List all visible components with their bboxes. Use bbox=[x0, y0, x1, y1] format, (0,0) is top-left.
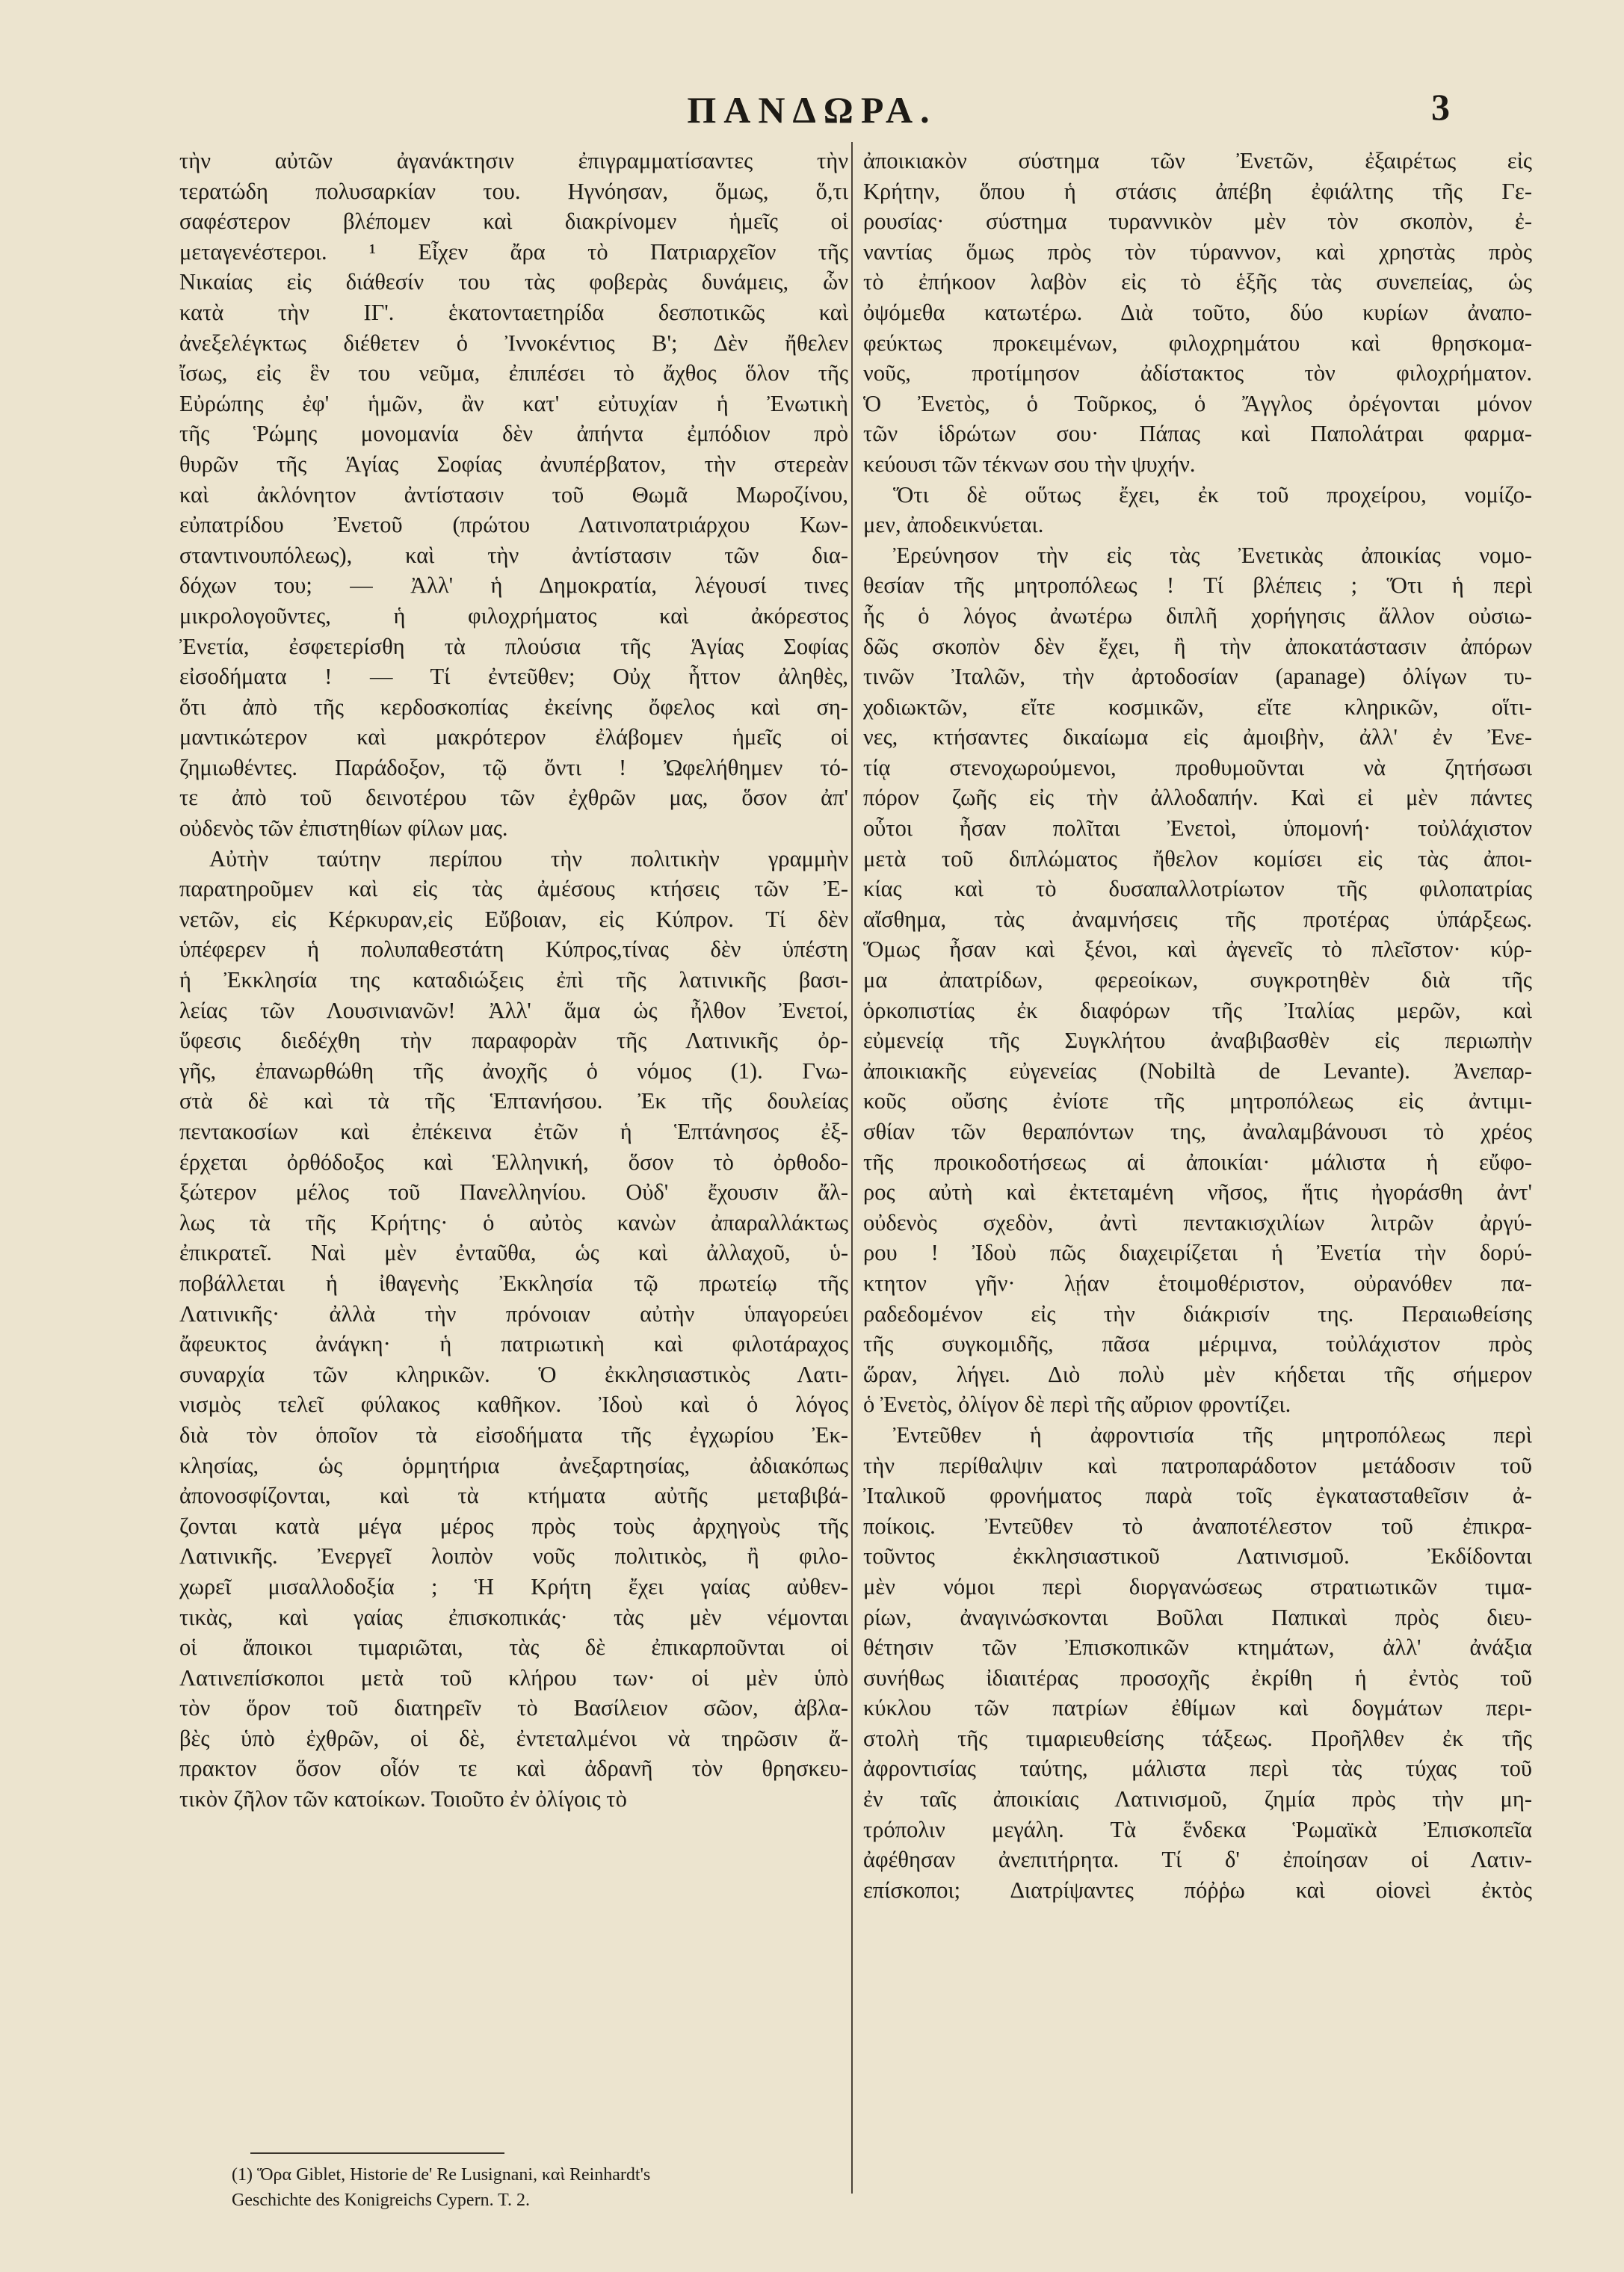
text-line: ὁρκοπιστίας ἐκ διαφόρων τῆς Ἰταλίας μερῶν, καὶ bbox=[863, 997, 1532, 1023]
left-column bbox=[179, 146, 848, 1815]
text-line: θεσίαν τῆς μητροπόλεως ! Τί βλέπεις ; Ὅτι ἡ περὶ bbox=[863, 572, 1532, 599]
text-line: σταντινουπόλεως), καὶ τὴν ἀντίστασιν τῶν δια- bbox=[179, 542, 848, 568]
text-line: συνήθως ἰδιαιτέρας προσοχῆς ἐκρίθη ἡ ἐντὸς τοῦ bbox=[863, 1664, 1532, 1691]
text-line: τὴν αὐτῶν ἀγανάκτησιν ἐπιγραμματίσαντες τὴν bbox=[179, 148, 848, 173]
text-line: Λατινικῆς. Ἐνεργεῖ λοιπὸν νοῦς πολιτικὸς, ἢ φιλο- bbox=[179, 1543, 848, 1569]
text-line: καὶ ἀκλόνητον ἀντίστασιν τοῦ Θωμᾶ Μωροζίνου, bbox=[179, 481, 848, 507]
text-line: ἀφροντισίας ταύτης, μάλιστα περὶ τὰς τύχας τοῦ bbox=[863, 1756, 1532, 1782]
text-line: ξώτερον μέλος τοῦ Πανελληνίου. Οὐδ' ἔχουσιν ἄλ- bbox=[179, 1179, 848, 1206]
text-line: συναρχία τῶν κληρικῶν. Ὁ ἐκκλησιαστικὸς Λατι- bbox=[179, 1361, 848, 1387]
text-line: βὲς ὑπὸ ἐχθρῶν, οἱ δὲ, ἐντεταλμένοι νὰ τηρῶσιν ἄ- bbox=[179, 1725, 848, 1751]
text-line: θυρῶν τῆς Ἁγίας Σοφίας ἀνυπέρβατον, τὴν στερεὰν bbox=[179, 451, 848, 477]
text-line: χοδιωκτῶν, εἴτε κοσμικῶν, εἴτε κληρικῶν, οἵτι- bbox=[863, 694, 1532, 720]
text-line: τῶν ἱδρώτων σου· Πάπας καὶ Παπολάτραι φαρμα- bbox=[863, 421, 1532, 447]
text-line: πεντακοσίων καὶ ἐπέκεινα ἐτῶν ἡ Ἑπτάνησος ἐξ- bbox=[179, 1119, 848, 1144]
text-line: λείας τῶν Λουσινιανῶν! Ἀλλ' ἅμα ὡς ἦλθον Ἐνετοί, bbox=[179, 997, 848, 1023]
text-line: οἱ ἄποικοι τιμαριῶται, τὰς δὲ ἐπικαρποῦνται οἱ bbox=[179, 1634, 848, 1661]
text-line: τῆς συγκομιδῆς, πᾶσα μέριμνα, τοὐλάχιστον πρὸς bbox=[863, 1331, 1532, 1357]
text-line: οὐδενὸς τῶν ἐπιστηθίων φίλων μας. bbox=[179, 815, 508, 842]
text-line: οὗτοι ἦσαν πολῖται Ἐνετοὶ, ὑπομονή· τοὐλάχιστον bbox=[863, 815, 1532, 842]
text-line: ἀπονοσφίζονται, καὶ τὰ κτήματα αὐτῆς μεταβιβά- bbox=[179, 1483, 848, 1509]
text-line: ραδεδομένον εἰς τὴν διάκρισίν της. Περαιωθείσης bbox=[863, 1300, 1532, 1327]
text-line: εἰσοδήματα ! — Τί ἐντεῦθεν; Οὐχ ἧττον ἀληθὲς, bbox=[179, 664, 848, 690]
text-line: ἄφευκτος ἀνάγκη· ἡ πατριωτικὴ καὶ φιλοτάραχος bbox=[179, 1331, 848, 1357]
text-line: Ἰταλικοῦ φρονήματος παρὰ τοῖς ἐγκατασταθεῖσιν ἀ- bbox=[863, 1483, 1532, 1509]
text-line: οὐδενὸς σχεδὸν, ἀντὶ πεντακισχιλίων λιτρῶν ἀργύ- bbox=[863, 1209, 1532, 1235]
text-line: ἧς ὁ λόγος ἀνωτέρω διπλῆ χορήγησις ἄλλον οὐσιω- bbox=[863, 602, 1532, 629]
text-line: Νικαίας εἰς διάθεσίν του τὰς φοβερὰς δυνάμεις, ὧν bbox=[179, 269, 848, 295]
text-line: ὀψόμεθα κατωτέρω. Διὰ τοῦτο, δύο κυρίων ἀναπο- bbox=[863, 299, 1532, 325]
text-line: επίσκοποι; Διατρίψαντες πόῤῥω καὶ οἱονεὶ ἐκτὸς bbox=[863, 1877, 1532, 1903]
text-line: δόχων του; — Ἀλλ' ἡ Δημοκρατία, λέγουσί τινες bbox=[179, 572, 848, 599]
text-line: κτητον γῆν· λῄαν ἑτοιμοθέριστον, οὐρανόθεν πα- bbox=[863, 1270, 1532, 1296]
text-line: μαντικώτερον καὶ μακρότερον ἐλάβομεν ἡμεῖς οἱ bbox=[179, 724, 848, 750]
text-line: τε ἀπὸ τοῦ δεινοτέρου τῶν ἐχθρῶν μας, ὅσον ἀπ' bbox=[179, 785, 848, 811]
text-line: κοῦς οὔσης ἐνίοτε τῆς μητροπόλεως εἰς ἀντιμι- bbox=[863, 1088, 1532, 1114]
text-line: Ὅμως ἦσαν καὶ ξένοι, καὶ ἀγενεῖς τὸ πλεῖστον· κύρ- bbox=[863, 936, 1532, 963]
text-line: ἐν ταῖς ἀποικίαις Λατινισμοῦ, ζημία πρὸς τὴν μη- bbox=[863, 1786, 1532, 1812]
text-line: κατὰ τὴν ΙΓ'. ἑκατονταετηρίδα δεσποτικῶς καὶ bbox=[179, 299, 848, 325]
text-line: μεταγενέστεροι. ¹ Εἶχεν ἄρα τὸ Πατριαρχεῖον τῆς bbox=[179, 238, 848, 265]
text-line: μὲν νόμοι περὶ διοργανώσεως στρατιωτικῶν τιμα- bbox=[863, 1573, 1532, 1599]
text-line: κίας καὶ τὸ δυσαπαλλοτρίωτον τῆς φιλοπατρίας bbox=[863, 876, 1532, 902]
text-line: τίᾳ στενοχωρούμενοι, προθυμοῦνται νὰ ζητήσωσι bbox=[863, 754, 1532, 780]
text-line: ὁ Ἐνετὸς, ὀλίγον δὲ περὶ τῆς αὔριον φροντίζει. bbox=[863, 1392, 1291, 1418]
page-number: 3 bbox=[1431, 86, 1450, 128]
text-line: ὅτι ἀπὸ τῆς κερδοσκοπίας ἐκείνης ὄφελος καὶ ση- bbox=[179, 694, 848, 720]
text-line: τὸ ἐπήκοον λαβὸν εἰς τὸ ἑξῆς τὰς συνεπείας, ὡς bbox=[863, 269, 1532, 295]
text-line: νετῶν, εἰς Κέρκυραν,εἰς Εὔβοιαν, εἰς Κύπρον. Τί δὲν bbox=[179, 906, 848, 932]
text-line: πρακτον ὅσον οἷόν τε καὶ ἀδρανῆ τὸν θρησκευ- bbox=[179, 1756, 848, 1782]
text-line: ἀνεξελέγκτως διέθετεν ὁ Ἰννοκέντιος Β'; Δὲν ἤθελεν bbox=[179, 330, 848, 356]
text-line: ρουσίας· σύστημα τυραννικὸν μὲν τὸν σκοπὸν, ἐ- bbox=[863, 209, 1532, 235]
text-line: μα ἀπατρίδων, φερεοίκων, συγκροτηθὲν διὰ τῆς bbox=[863, 967, 1532, 993]
text-line: τοῦντος ἐκκλησιαστικοῦ Λατινισμοῦ. Ἐκδίδονται bbox=[863, 1543, 1532, 1569]
text-line: τρόπολιν μεγάλη. Τὰ ἕνδεκα Ῥωμαϊκὰ Ἐπισκοπεῖα bbox=[863, 1816, 1532, 1842]
text-line: Ἐντεῦθεν ἡ ἀφροντισία τῆς μητροπόλεως περὶ bbox=[893, 1421, 1532, 1448]
text-line: τερατώδη πολυσαρκίαν του. Ηγνόησαν, ὅμως, ὅ,τι bbox=[179, 178, 848, 204]
footnote-divider bbox=[250, 2152, 504, 2154]
text-line: κεύουσι τῶν τέκνων σου τὴν ψυχήν. bbox=[863, 451, 1196, 477]
text-line: Εὐρώπης ἐφ' ἡμῶν, ἂν κατ' εὐτυχίαν ἡ Ἐνωτικὴ bbox=[179, 390, 848, 416]
text-line: Ἐνετία, ἐσφετερίσθη τὰ πλούσια τῆς Ἁγίας Σοφίας bbox=[179, 633, 848, 659]
text-line: ὑπέφερεν ἡ πολυπαθεστάτη Κύπρος,τίνας δὲν ὑπέστη bbox=[179, 936, 848, 963]
text-line: νισμὸς τελεῖ φύλακος καθῆκον. Ἰδοὺ καὶ ὁ λόγος bbox=[179, 1392, 848, 1418]
text-line: τῆς Ῥώμης μονομανία δὲν ἀπήντα ἐμπόδιον πρὸ bbox=[179, 421, 848, 447]
text-line: Αὐτὴν ταύτην περίπου τὴν πολιτικὴν γραμμὴν bbox=[209, 845, 848, 871]
text-line: κύκλου τῶν πατρίων ἐθίμων καὶ δογμάτων περι- bbox=[863, 1695, 1532, 1721]
text-line: ὥραν, λήγει. Διὸ πολὺ μὲν κήδεται τῆς σήμερον bbox=[863, 1361, 1532, 1387]
text-line: τικὸν ζῆλον τῶν κατοίκων. Τοιοῦτο ἐν ὀλίγοις τὸ bbox=[179, 1786, 627, 1812]
text-line: έρχεται ὀρθόδοξος καὶ Ἑλληνική, ὅσον τὸ ὀρθοδο- bbox=[179, 1149, 848, 1175]
text-line: πόρον ζωῆς εἰς τὴν ἀλλοδαπήν. Καὶ εἰ μὲν πάντες bbox=[863, 785, 1532, 811]
text-line: ποβάλλεται ἡ ἰθαγενὴς Ἐκκλησία τῷ πρωτείῳ τῆς bbox=[179, 1270, 848, 1296]
right-column bbox=[863, 146, 1532, 1905]
text-line: ζημιωθέντες. Παράδοξον, τῷ ὄντι ! Ὠφελήθημεν τό- bbox=[179, 754, 848, 780]
text-line: Λατινεπίσκοποι μετὰ τοῦ κλήρου των· οἱ μὲν ὑπὸ bbox=[179, 1664, 848, 1691]
text-line: σθίαν τῶν θεραπόντων της, ἀναλαμβάνουσι τὸ χρέος bbox=[863, 1119, 1532, 1144]
text-line: μεν, ἀποδεικνύεται. bbox=[863, 512, 1044, 538]
text-line: νες, κτήσαντες δικαίωμα εἰς ἀμοιβὴν, ἀλλ' ἐν Ἐνε- bbox=[863, 724, 1532, 750]
text-line: μετὰ τοῦ διπλώματος ἤθελον κομίσει εἰς τὰς ἀποι- bbox=[863, 845, 1532, 871]
footnote-line: Geschichte des Konigreichs Cypern. T. 2. bbox=[232, 2191, 531, 2210]
text-line: τὸν ὅρον τοῦ διατηρεῖν τὸ Βασίλειον σῶον, ἀβλα- bbox=[179, 1695, 848, 1721]
column-divider bbox=[851, 142, 853, 2194]
text-line: χωρεῖ μισαλλοδοξία ; Ἡ Κρήτη ἔχει γαίας αὐθεν- bbox=[179, 1573, 848, 1599]
text-line: τὴν περίθαλψιν καὶ πατροπαράδοτον μετάδοσιν τοῦ bbox=[863, 1452, 1532, 1478]
text-line: διὰ τὸν ὁποῖον τὰ εἰσοδήματα τῆς ἐγχωρίου Ἐκ- bbox=[179, 1421, 848, 1448]
text-line: Ἐρεύνησον τὴν εἰς τὰς Ἐνετικὰς ἀποικίας νομο- bbox=[893, 542, 1532, 568]
text-line: Ὅτι δὲ οὕτως ἔχει, ἐκ τοῦ προχείρου, νομίζο- bbox=[893, 481, 1532, 507]
text-line: ρος αὐτὴ καὶ ἐκτεταμένη νῆσος, ἥτις ἠγοράσθη ἀντ' bbox=[863, 1179, 1532, 1206]
text-line: στὰ δὲ καὶ τὰ τῆς Ἑπτανήσου. Ἐκ τῆς δουλείας bbox=[179, 1088, 848, 1114]
text-line: ναντίας ὅμως πρὸς τὸν τύραννον, καὶ χρηστὰς πρὸς bbox=[863, 238, 1532, 265]
text-line: αἴσθημα, τὰς ἀναμνήσεις τῆς προτέρας ὑπάρξεως. bbox=[863, 906, 1532, 932]
text-line: σαφέστερον βλέπομεν καὶ διακρίνομεν ἡμεῖς οἱ bbox=[179, 209, 848, 235]
text-line: ἐπικρατεῖ. Ναὶ μὲν ἐνταῦθα, ὡς καὶ ἀλλαχοῦ, ὑ- bbox=[179, 1240, 848, 1266]
text-line: Κρήτην, ὅπου ἡ στάσις ἀπέβη ἐφιάλτης τῆς Γε- bbox=[863, 178, 1532, 204]
text-line: ρίων, ἀναγινώσκονται Βοῦλαι Παπικαὶ πρὸς διευ- bbox=[863, 1604, 1532, 1630]
text-line: εὐπατρίδου Ἐνετοῦ (πρώτου Λατινοπατριάρχου Κων- bbox=[179, 512, 848, 538]
text-line: ρου ! Ἰδοὺ πῶς διαχειρίζεται ἡ Ἐνετία τὴν δορύ- bbox=[863, 1240, 1532, 1266]
text-line: ἴσως, εἰς ἓν του νεῦμα, ἐπιπέσει τὸ ἄχθος ὅλον τῆς bbox=[179, 360, 848, 386]
running-title: ΠΑΝΔΩΡΑ. bbox=[687, 89, 937, 131]
text-line: στολὴ τῆς τιμαριευθείσης τάξεως. Προῆλθεν ἐκ τῆς bbox=[863, 1725, 1532, 1751]
text-line: παρατηροῦμεν καὶ εἰς τὰς ἀμέσους κτήσεις τῶν Ἐ- bbox=[179, 876, 848, 902]
text-line: ἀποικιακὸν σύστημα τῶν Ἐνετῶν, ἐξαιρέτως εἰς bbox=[863, 148, 1532, 173]
text-line: ἀποικιακῆς εὐγενείας (Nobiltà de Levante). Ἀνεπαρ- bbox=[863, 1058, 1532, 1084]
text-line: ζονται κατὰ μέγα μέρος πρὸς τοὺς ἀρχηγοὺς τῆς bbox=[179, 1513, 848, 1539]
text-line: μικρολογοῦντες, ἡ φιλοχρήματος καὶ ἀκόρεστος bbox=[179, 602, 848, 629]
text-line: Ὁ Ἐνετὸς, ὁ Τοῦρκος, ὁ Ἄγγλος ὀρέγονται μόνον bbox=[863, 390, 1532, 416]
footnote bbox=[232, 2162, 845, 2213]
text-line: κλησίας, ὡς ὁρμητήρια ἀνεξαρτησίας, ἀδιακόπως bbox=[179, 1452, 848, 1478]
text-line: ἀφέθησαν ἀνεπιτήρητα. Τί δ' ἐποίησαν οἱ Λατιν- bbox=[863, 1847, 1532, 1873]
text-line: Λατινικῆς· ἀλλὰ τὴν πρόνοιαν αὐτὴν ὑπαγορεύει bbox=[179, 1300, 848, 1327]
text-line: δῶς σκοπὸν δὲν ἔχει, ἢ τὴν ἀποκατάστασιν ἀπόρων bbox=[863, 633, 1532, 659]
text-line: ἡ Ἐκκλησία της καταδιώξεις ἐπὶ τῆς λατινικῆς βασι- bbox=[179, 967, 848, 993]
text-line: ὕφεσις διεδέχθη τὴν παραφορὰν τῆς Λατινικῆς ὀρ- bbox=[179, 1028, 848, 1054]
text-line: εὐμενείᾳ τῆς Συγκλήτου ἀναβιβασθὲν εἰς περιωπὴν bbox=[863, 1028, 1532, 1054]
text-line: τικὰς, καὶ γαίας ἐπισκοπικάς· τὰς μὲν νέμονται bbox=[179, 1604, 848, 1630]
text-line: λως τὰ τῆς Κρήτης· ὁ αὐτὸς κανὼν ἀπαραλλάκτως bbox=[179, 1209, 848, 1235]
text-line: φεύκτως προκειμένων, φιλοχρημάτου καὶ θρησκομα- bbox=[863, 330, 1532, 356]
text-line: θέτησιν τῶν Ἐπισκοπικῶν κτημάτων, ἀλλ' ἀνάξια bbox=[863, 1634, 1532, 1661]
footnote-line: (1) Ὅρα Giblet, Historie de' Re Lusignani, καὶ Reinhardt's bbox=[232, 2165, 651, 2185]
text-line: ποίκοις. Ἐντεῦθεν τὸ ἀναποτέλεστον τοῦ ἐπικρα- bbox=[863, 1513, 1532, 1539]
text-line: γῆς, ἐπανωρθώθη τῆς ἀνοχῆς ὁ νόμος (1). Γνω- bbox=[179, 1058, 848, 1084]
text-line: τινῶν Ἰταλῶν, τὴν ἀρτοδοσίαν (apanage) ὀλίγων τυ- bbox=[863, 664, 1532, 690]
text-line: νοῦς, προτίμησον ἀδίστακτος τὸν φιλοχρήματον. bbox=[863, 360, 1532, 386]
text-line: τῆς προικοδοτήσεως αἱ ἀποικίαι· μάλιστα ἡ εὔφο- bbox=[863, 1149, 1532, 1175]
